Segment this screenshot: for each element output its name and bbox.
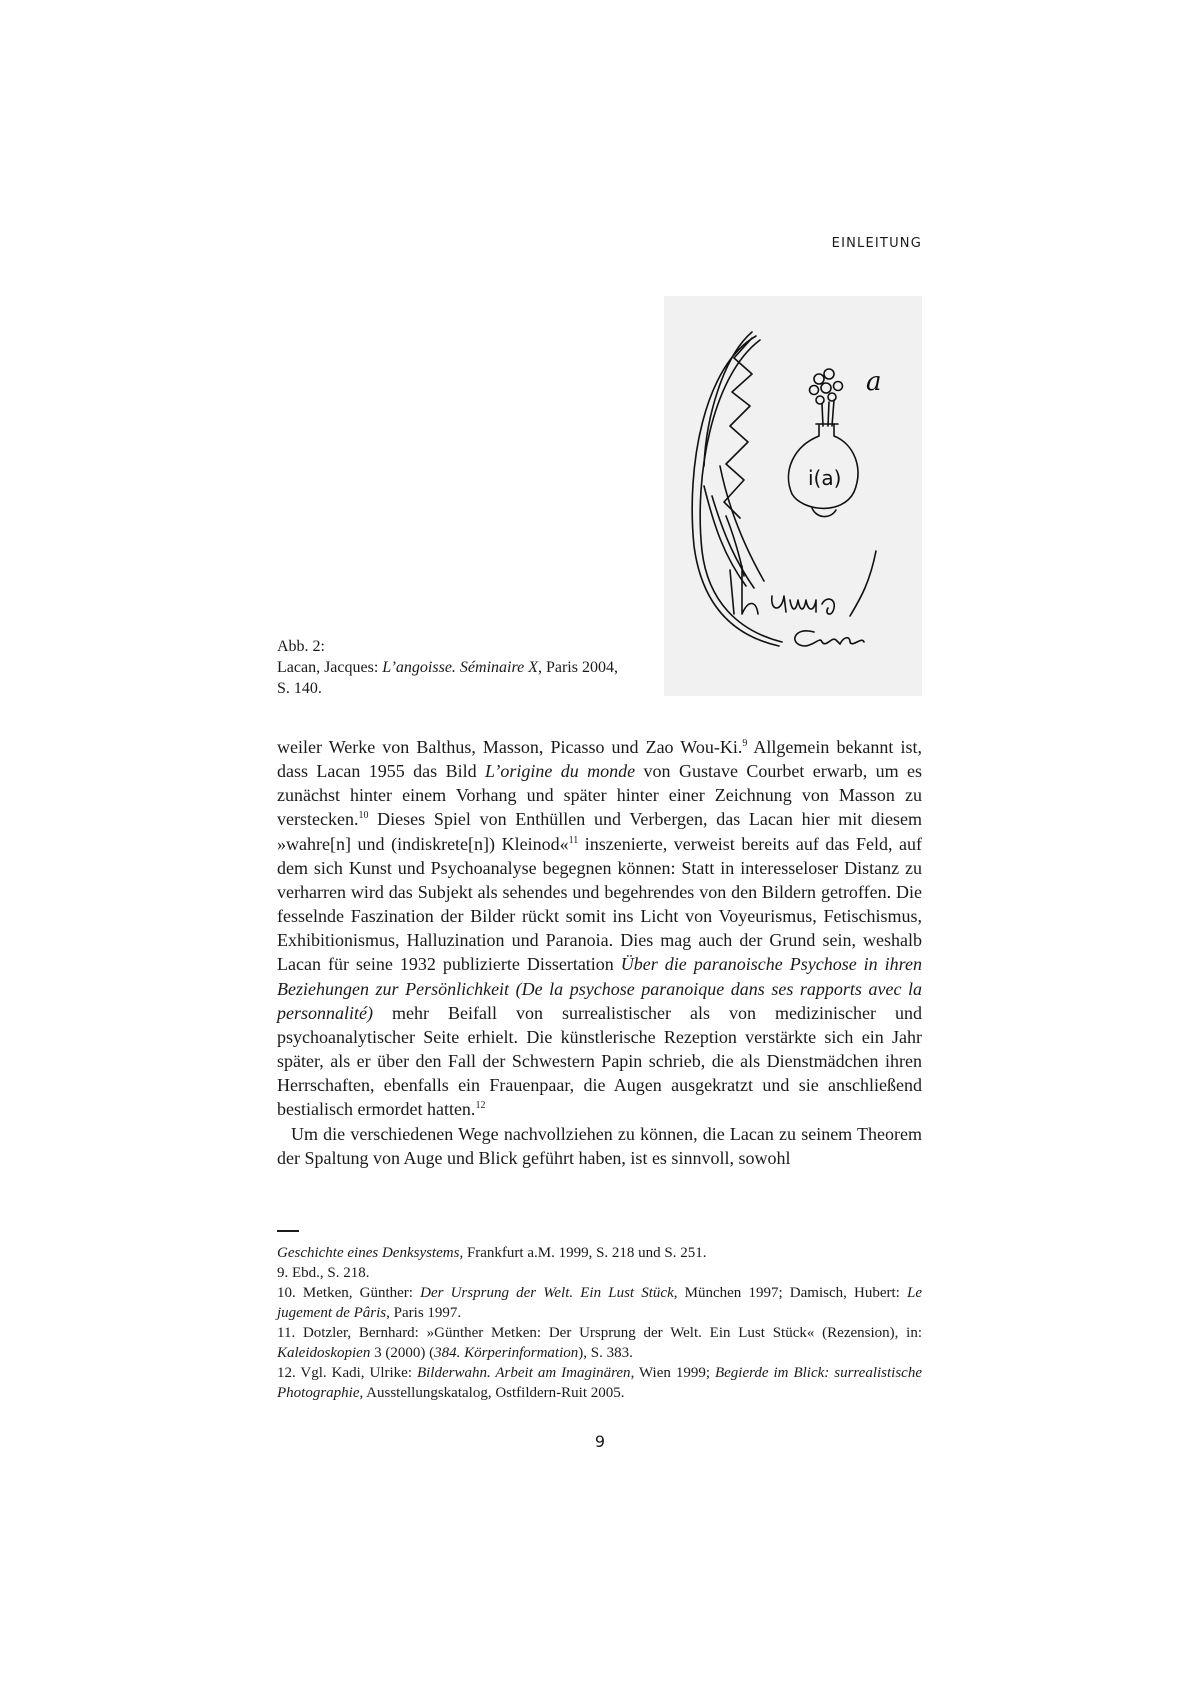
body-paragraph — [277, 735, 922, 1122]
text-run: , Wien 1999; — [630, 1365, 715, 1381]
text-run: Dieses Spiel von Enthüllen und Verbergen, das Lacan hier mit diesem »wahre[n] und (indiskrete[n]) Kleinod« — [277, 809, 922, 854]
italic-text: L’origine du monde — [485, 761, 636, 782]
text-run: , Frankfurt a.M. 1999, S. 218 und S. 251. — [459, 1245, 707, 1261]
footnote — [277, 1283, 922, 1323]
text-run: 10. Metken, Günther: — [277, 1285, 421, 1301]
text-run: Um die verschiedenen Wege nachvollziehen zu können, die Lacan zu seinem Theorem der Spaltung von Auge und Blick geführt haben, ist es sinnvoll, sowohl — [277, 1123, 922, 1168]
footnote-ref: 11 — [568, 834, 579, 846]
footnotes — [277, 1243, 922, 1403]
figure-caption — [277, 636, 657, 699]
text-run: , Ausstellungskatalog, Ostfildern-Ruit 2005. — [359, 1385, 625, 1401]
italic-text: Bilderwahn. Arbeit am Imaginären — [416, 1365, 631, 1381]
text-run: 12. Vgl. Kadi, Ulrike: — [277, 1365, 417, 1381]
lacan-vase-drawing — [664, 296, 922, 696]
figure-lacan-drawing — [664, 296, 922, 696]
text-run: ), S. 383. — [578, 1345, 633, 1361]
footnote-separator — [277, 1230, 299, 1232]
text-run: , München 1997; Damisch, Hubert: — [673, 1285, 907, 1301]
italic-text: Geschichte eines Denksystems — [277, 1245, 460, 1261]
italic-text: Kaleidoskopien — [277, 1345, 371, 1361]
drawing-label-a: a — [866, 367, 882, 397]
text-run: 11. Dotzler, Bernhard: »Günther Metken: Der Ursprung der Welt. Ein Lust Stück« (Rezension), in: — [277, 1325, 922, 1341]
footnote-ref: 9 — [742, 738, 748, 749]
italic-text: Über die paranoische Psychose in ihren Beziehungen zur Persönlichkeit (De la psychose paranoique dans ses rapports avec la personnalité) — [277, 954, 922, 1023]
running-head: EINLEITUNG — [831, 236, 922, 251]
figure-label: Abb. 2: — [277, 638, 325, 655]
text-run: 3 (2000) ( — [370, 1345, 435, 1361]
text-run: mehr Beifall von surrealistischer als von medizinischer und psychoanalytischer Seite erhielt. Die künstlerische Rezeption verstärkte sich ein Jahr später, als er über den Fall der Schwestern Papin schrieb, die als Dienstmädchen ihren Herrschaften, ebenfalls ein Frauenpaar, die Augen ausgekratzt und sie anschließend bestialisch ermordet hatten. — [277, 1002, 922, 1120]
body-paragraph — [277, 1122, 922, 1170]
page-number: 9 — [594, 1432, 606, 1451]
italic-text: Begierde im Blick: surrealistische Photographie — [277, 1365, 923, 1401]
figure-caption-line: Lacan, Jacques: L’angoisse. Séminaire X, Paris 2004, — [277, 659, 618, 676]
footnote — [277, 1243, 922, 1263]
italic-text: Der Ursprung der Welt. Ein Lust Stück — [420, 1285, 674, 1301]
text-run: von Gustave Courbet erwarb, um es zunächst hinter einem Vorhang und später hinter einer Zeichnung von Masson zu verstecken. — [277, 761, 923, 830]
body-text — [277, 735, 922, 1170]
drawing-label-image: i(a) — [808, 466, 842, 490]
footnote — [277, 1263, 922, 1283]
text-run: weiler Werke von Balthus, Masson, Picasso und Zao Wou-Ki. — [277, 737, 743, 757]
footnote — [277, 1363, 922, 1403]
footnote — [277, 1323, 922, 1363]
figure-caption-page: S. 140. — [277, 680, 322, 697]
italic-text: 384. Körperinformation — [434, 1345, 579, 1361]
text-run: Allgemein bekannt ist, dass Lacan 1955 das Bild — [277, 737, 922, 782]
text-run: 9. Ebd., S. 218. — [277, 1265, 370, 1281]
footnote-ref: 10 — [358, 810, 369, 822]
footnote-ref: 12 — [475, 1100, 486, 1112]
italic-text: Le jugement de Pâris — [277, 1285, 922, 1321]
text-run: , Paris 1997. — [386, 1305, 462, 1321]
text-run: inszenierte, verweist bereits auf das Feld, auf dem sich Kunst und Psychoanalyse begegnen können: Statt in interesseloser Distanz zu verharren wird das Subjekt als sehendes und begehrendes von den Bildern getroffen. Die fesselnde Faszination der Bilder rückt somit ins Licht von Voyeurismus, Fetischismus, Exhibitionismus, Halluzination und Paranoia. Dies mag auch der Grund sein, weshalb Lacan für seine 1932 publizierte Dissertation — [277, 833, 922, 975]
